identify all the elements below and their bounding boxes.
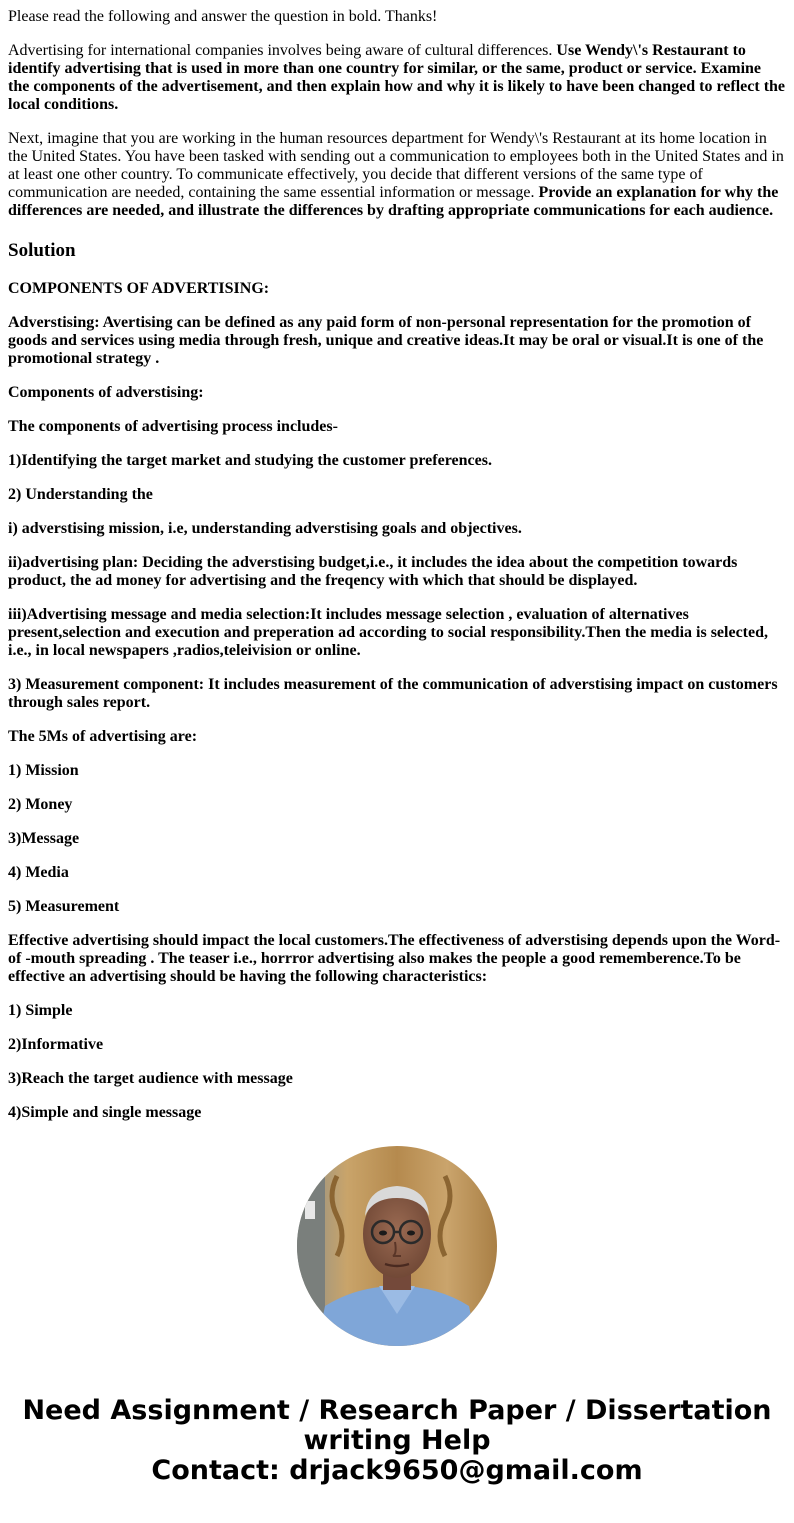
solution-paragraph: 3) Measurement component: It includes measurement of the communication of adverstising impact on customers through sales report. — [8, 676, 778, 711]
question-paragraph-2 — [8, 130, 786, 220]
solution-paragraph: COMPONENTS OF ADVERTISING: — [8, 280, 270, 297]
solution-paragraph: Effective advertising should impact the local customers.The effectiveness of adverstising depends upon the Word-of -mouth spreading . The teaser i.e., horrror advertising also makes the people a good rememberence.To be effective an advertising should be having the following characteristics: — [8, 932, 781, 985]
solution-paragraph: 2) Money — [8, 796, 73, 813]
solution-paragraph: Components of adverstising: — [8, 384, 204, 401]
solution-body — [8, 280, 786, 1122]
solution-paragraph: Adverstising: Avertising can be defined as any paid form of non-personal representation for the promotion of goods and services using media through fresh, unique and creative ideas.It may be oral or visual.It is one of the promotional strategy . — [8, 314, 764, 367]
author-photo — [297, 1146, 497, 1346]
solution-paragraph: The components of advertising process includes- — [8, 418, 338, 435]
solution-paragraph: 4)Simple and single message — [8, 1104, 202, 1121]
solution-paragraph: 5) Measurement — [8, 898, 120, 915]
solution-paragraph: The 5Ms of advertising are: — [8, 728, 198, 745]
solution-paragraph: 2)Informative — [8, 1036, 104, 1053]
footer-line-1: Need Assignment / Research Paper / Dissertation — [22, 1395, 772, 1426]
solution-paragraph: 3)Reach the target audience with message — [8, 1070, 293, 1087]
solution-paragraph: 3)Message — [8, 830, 80, 847]
footer-line-2: writing Help — [303, 1425, 491, 1456]
question-paragraph-2-bold: Provide an explanation for why the differences are needed, and illustrate the differences by drafting appropriate communications for each audience. — [8, 184, 779, 219]
solution-paragraph: 2) Understanding the — [8, 486, 153, 503]
question-paragraph-1 — [8, 42, 786, 114]
author-photo-illustration — [297, 1146, 497, 1346]
solution-paragraph: 1)Identifying the target market and studying the customer preferences. — [8, 452, 492, 469]
author-photo-container — [8, 1146, 786, 1346]
solution-paragraph: i) adverstising mission, i.e, understanding adverstising goals and objectives. — [8, 520, 522, 537]
question-paragraph-1-bold: Use Wendy\'s Restaurant to identify advertising that is used in more than one country for similar, or the same, product or service. Examine the components of the advertisement, and then explain how and why it is likely to have been changed to reflect the local conditions. — [8, 42, 786, 113]
solution-paragraph: 4) Media — [8, 864, 69, 881]
footer-contact: Contact: drjack9650@gmail.com — [151, 1455, 643, 1486]
solution-paragraph: 1) Simple — [8, 1002, 73, 1019]
footer-promo — [8, 1396, 786, 1486]
solution-paragraph: iii)Advertising message and media selection:It includes message selection , evaluation of alternatives present,selection and execution and preperation ad according to social responsibility.Then the media is selected, i.e., in local newspapers ,radios,teleivision or online. — [8, 606, 768, 659]
solution-paragraph: 1) Mission — [8, 762, 79, 779]
question-paragraph-2-text: Next, imagine that you are working in the human resources department for Wendy\'s Restaurant at its home location in the United States. You have been tasked with sending out a communication to employees both in the United States and in at least one other country. To communicate effectively, you decide that different versions of the same type of communication are needed, containing the same essential information or message. — [8, 130, 784, 201]
solution-paragraph: ii)advertising plan: Deciding the adverstising budget,i.e., it includes the idea about the competition towards product, the ad money for advertising and the freqency with which that should be displayed. — [8, 554, 738, 589]
question-intro: Please read the following and answer the question in bold. Thanks! — [8, 8, 438, 25]
solution-heading: Solution — [8, 240, 76, 261]
question-paragraph-1-text: Advertising for international companies involves being aware of cultural differences. — [8, 42, 557, 59]
